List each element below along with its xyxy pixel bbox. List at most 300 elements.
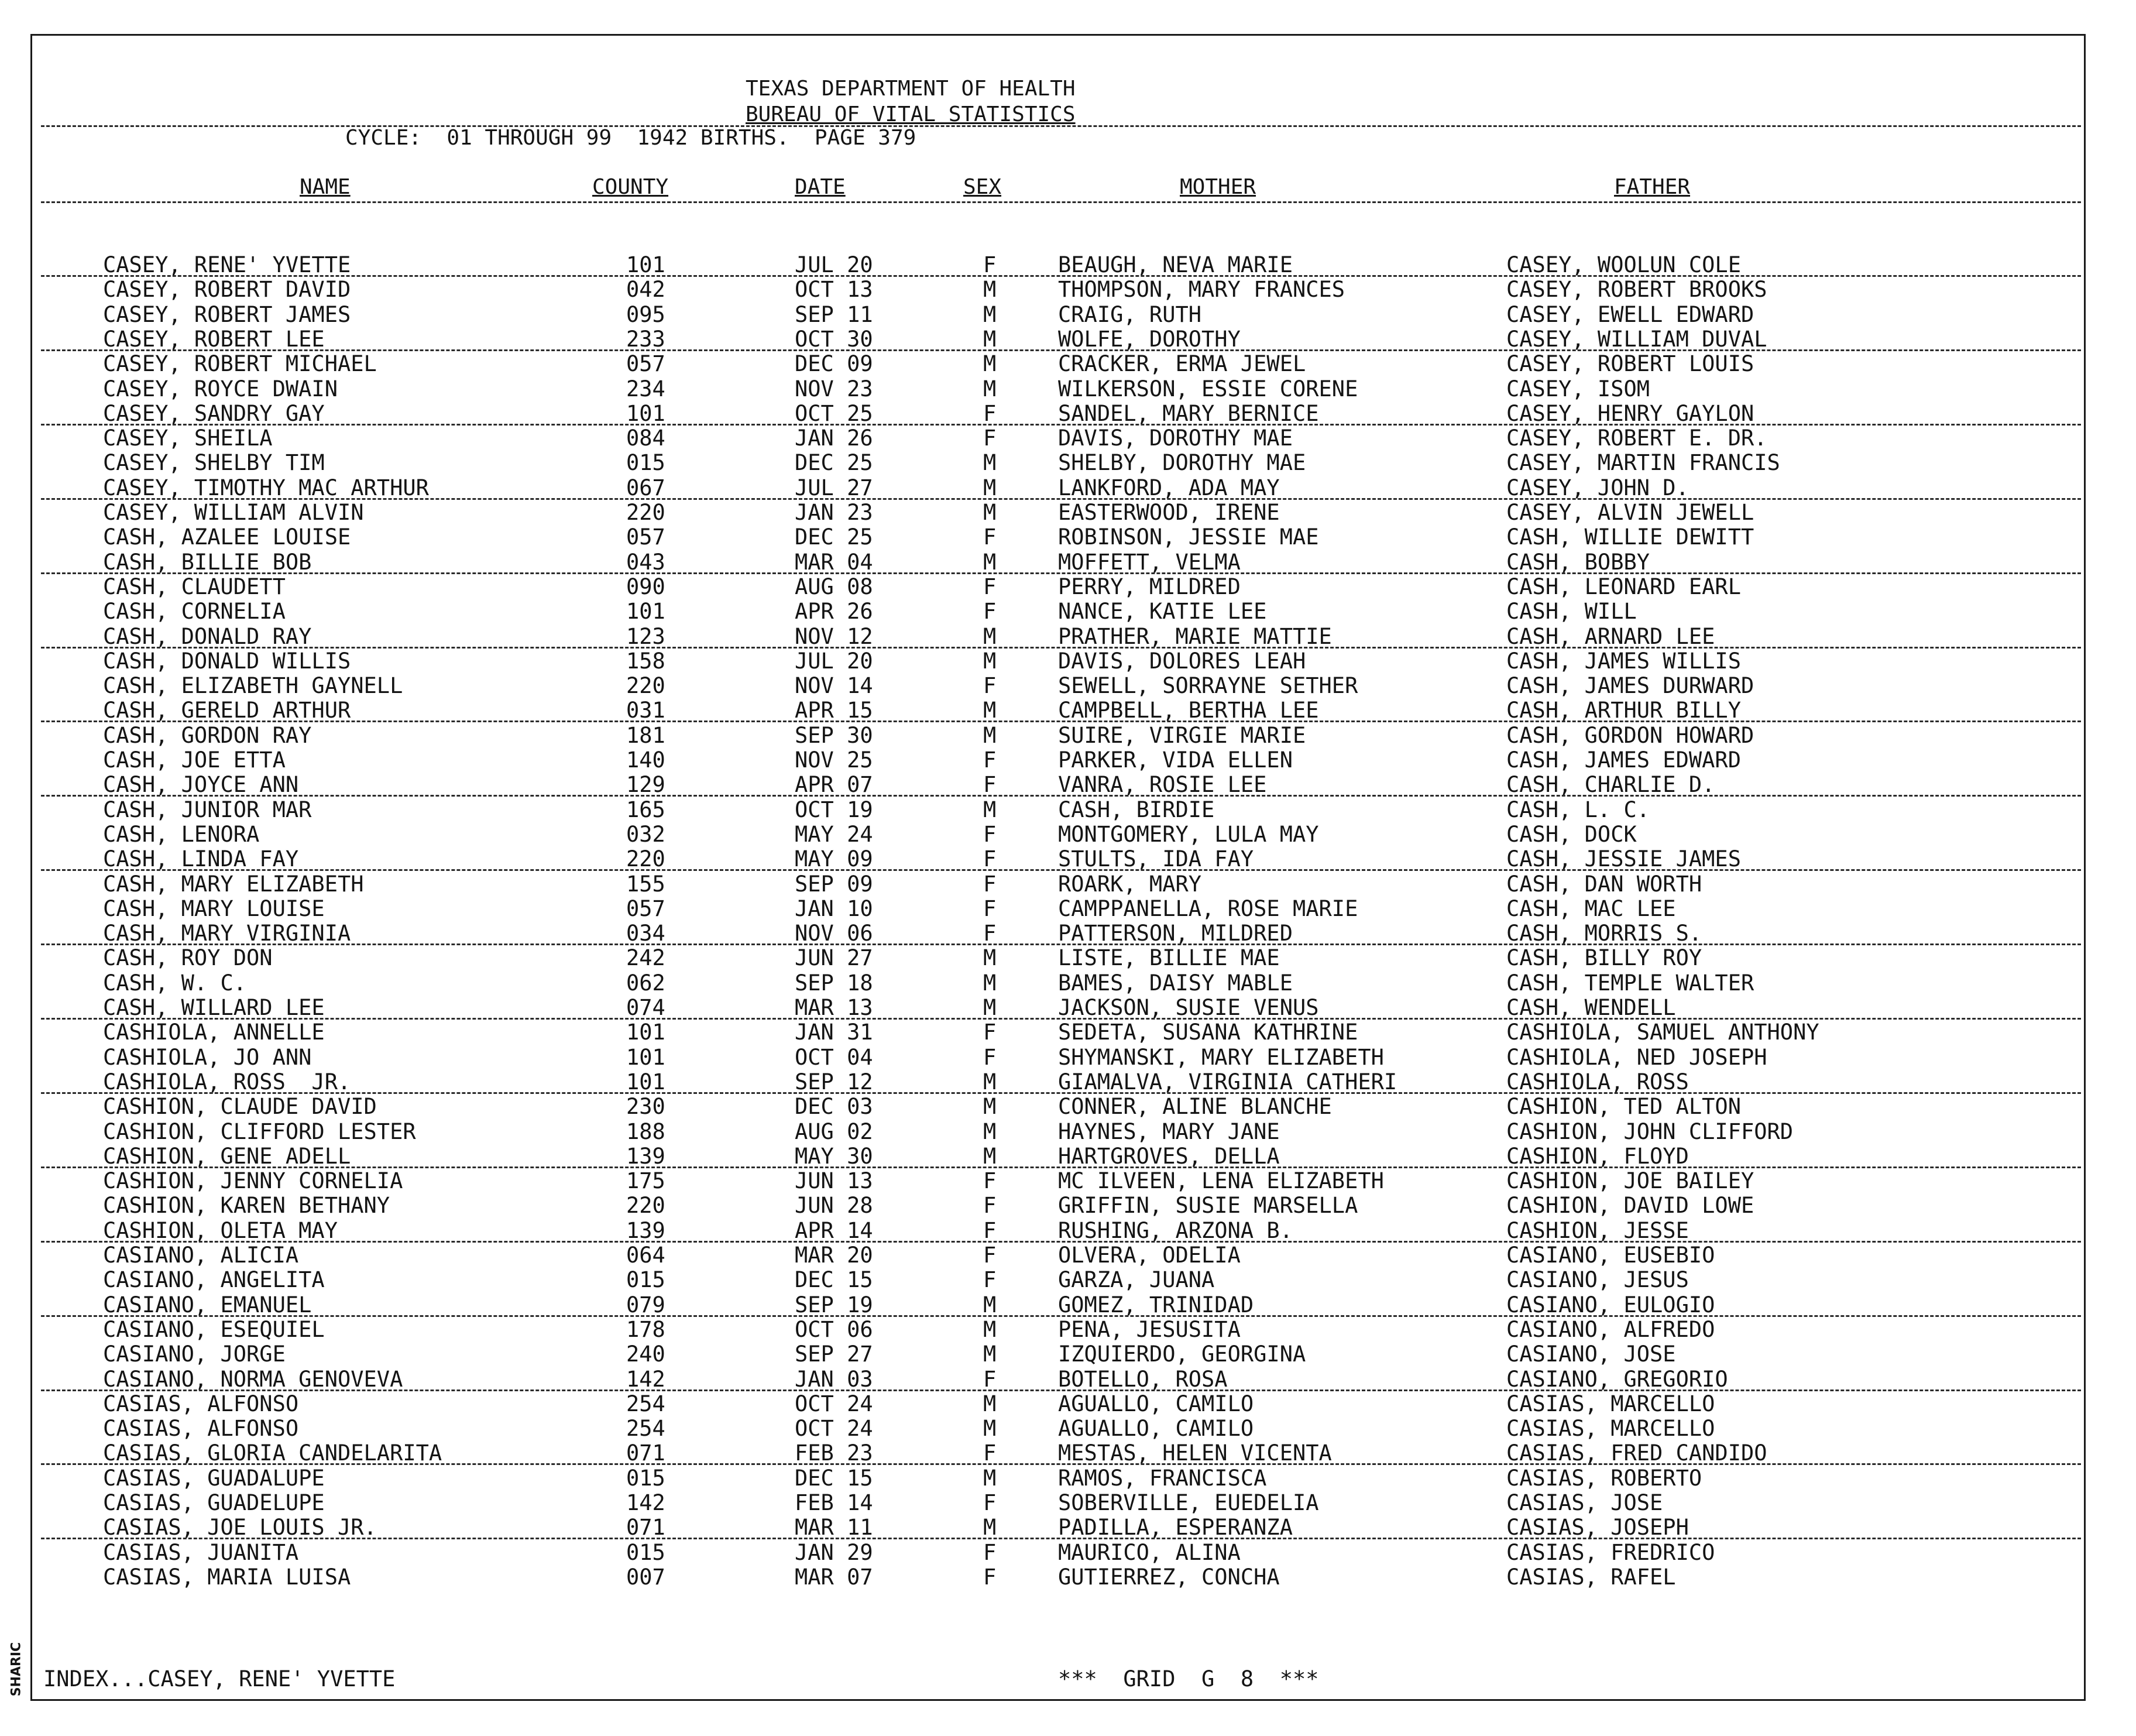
record-date: JUN 13 [795,1168,873,1194]
record-date: MAR 07 [795,1564,873,1590]
record-date: SEP 12 [795,1069,873,1095]
col-head-date: DATE [795,175,846,199]
record-father: CASIANO, GREGORIO [1506,1366,1728,1392]
record-sex: F [983,252,997,277]
record-county: 254 [626,1391,665,1416]
record-sex: M [983,351,997,377]
record-county: 220 [626,846,665,872]
record-county: 188 [626,1119,665,1144]
row-rule [41,572,2081,574]
record-date: AUG 02 [795,1119,873,1144]
record-name: CASIAS, MARIA LUISA [103,1564,351,1590]
record-father: CASH, BILLY ROY [1506,945,1702,971]
record-sex: F [983,921,997,946]
record-mother: SHELBY, DOROTHY MAE [1058,450,1306,476]
record-county: 181 [626,722,665,748]
record-father: CASHIOLA, NED JOSEPH [1506,1044,1767,1070]
record-date: NOV 25 [795,747,873,773]
record-mother: MC ILVEEN, LENA ELIZABETH [1058,1168,1384,1194]
record-mother: PADILLA, ESPERANZA [1058,1515,1293,1541]
record-mother: SHYMANSKI, MARY ELIZABETH [1058,1044,1384,1070]
record-date: OCT 13 [795,277,873,303]
record-row [0,1515,2136,1540]
record-mother: EASTERWOOD, IRENE [1058,500,1280,525]
record-row [0,550,2136,575]
record-county: 178 [626,1316,665,1342]
record-name: CASH, WILLARD LEE [103,995,325,1020]
record-mother: DAVIS, DOROTHY MAE [1058,426,1293,451]
record-father: CASEY, MARTIN FRANCIS [1506,450,1780,476]
record-county: 220 [626,500,665,525]
record-sex: F [983,1490,997,1515]
record-sex: F [983,524,997,550]
record-mother: GOMEZ, TRINIDAD [1058,1292,1254,1318]
record-name: CASH, MARY ELIZABETH [103,871,364,897]
col-head-sex: SEX [963,175,1002,199]
row-rule [41,721,2081,722]
record-father: CASH, JAMES WILLIS [1506,648,1741,674]
record-mother: ROARK, MARY [1058,871,1202,897]
record-date: OCT 30 [795,326,873,352]
record-name: CASHION, OLETA MAY [103,1217,338,1243]
record-row [0,500,2136,525]
record-sex: M [983,301,997,327]
record-county: 242 [626,945,665,971]
record-row [0,1491,2136,1515]
record-mother: BAMES, DAISY MABLE [1058,970,1293,996]
record-sex: F [983,1020,997,1045]
record-name: CASH, JOE ETTA [103,747,286,773]
record-name: CASEY, ROBERT DAVID [103,277,351,303]
record-row [0,327,2136,352]
record-mother: CONNER, ALINE BLANCHE [1058,1094,1332,1120]
record-county: 155 [626,871,665,897]
record-name: CASH, ELIZABETH GAYNELL [103,673,403,699]
record-name: CASIAS, JOE LOUIS JR. [103,1515,377,1541]
record-sex: F [983,574,997,599]
record-sex: M [983,722,997,748]
record-date: JUL 20 [795,252,873,277]
record-mother: ROBINSON, JESSIE MAE [1058,524,1319,550]
record-father: CASH, WILL [1506,599,1637,625]
record-mother: VANRA, ROSIE LEE [1058,772,1267,798]
record-county: 057 [626,524,665,550]
record-name: CASH, MARY LOUISE [103,896,325,921]
record-father: CASIAS, JOSEPH [1506,1515,1689,1541]
record-date: JUL 27 [795,475,873,500]
record-county: 220 [626,1193,665,1219]
record-date: AUG 08 [795,574,873,599]
record-row [0,525,2136,550]
record-row [0,1541,2136,1565]
record-county: 101 [626,252,665,277]
record-row [0,1243,2136,1268]
record-row [0,377,2136,402]
record-county: 175 [626,1168,665,1194]
record-sex: M [983,376,997,402]
record-date: SEP 09 [795,871,873,897]
record-row [0,253,2136,277]
record-row [0,996,2136,1020]
record-county: 254 [626,1416,665,1442]
record-sex: M [983,1391,997,1416]
record-name: CASH, MARY VIRGINIA [103,921,351,946]
record-sex: M [983,970,997,996]
record-county: 015 [626,1465,665,1491]
record-mother: CRACKER, ERMA JEWEL [1058,351,1306,377]
record-row [0,1466,2136,1491]
record-mother: PATTERSON, MILDRED [1058,921,1293,946]
record-name: CASIAS, ALFONSO [103,1416,299,1442]
record-date: DEC 03 [795,1094,873,1120]
record-father: CASH, ARNARD LEE [1506,623,1715,649]
record-county: 042 [626,277,665,303]
row-rule [41,1018,2081,1020]
record-county: 095 [626,301,665,327]
record-mother: HAYNES, MARY JANE [1058,1119,1280,1144]
record-date: MAY 24 [795,821,873,847]
record-name: CASH, GORDON RAY [103,722,312,748]
record-father: CASIANO, ALFREDO [1506,1316,1715,1342]
record-date: SEP 19 [795,1292,873,1318]
record-date: JAN 10 [795,896,873,921]
record-date: JAN 26 [795,426,873,451]
record-row [0,649,2136,674]
col-head-mother: MOTHER [1180,175,1256,199]
record-father: CASH, MAC LEE [1506,896,1676,921]
record-date: MAR 13 [795,995,873,1020]
record-county: 139 [626,1217,665,1243]
record-date: OCT 19 [795,797,873,822]
record-father: CASIAS, MARCELLO [1506,1416,1715,1442]
record-date: DEC 15 [795,1465,873,1491]
record-mother: SANDEL, MARY BERNICE [1058,400,1319,426]
col-head-father: FATHER [1614,175,1691,199]
record-date: JAN 31 [795,1020,873,1045]
record-date: DEC 09 [795,351,873,377]
record-sex: M [983,648,997,674]
record-sex: F [983,821,997,847]
record-sex: F [983,599,997,625]
record-name: CASEY, TIMOTHY MAC ARTHUR [103,475,429,500]
record-row [0,1268,2136,1292]
record-row [0,1144,2136,1169]
record-row [0,1441,2136,1466]
record-row [0,1416,2136,1441]
record-county: 062 [626,970,665,996]
record-row [0,1565,2136,1590]
record-father: CASIAS, RAFEL [1506,1564,1676,1590]
record-date: APR 26 [795,599,873,625]
record-county: 101 [626,400,665,426]
record-row [0,476,2136,500]
record-name: CASEY, SHELBY TIM [103,450,325,476]
record-row [0,971,2136,996]
row-rule [41,1092,2081,1094]
record-county: 234 [626,376,665,402]
record-name: CASEY, WILLIAM ALVIN [103,500,364,525]
record-sex: F [983,846,997,872]
record-county: 142 [626,1490,665,1515]
record-date: NOV 06 [795,921,873,946]
record-father: CASIAS, MARCELLO [1506,1391,1715,1416]
record-mother: THOMPSON, MARY FRANCES [1058,277,1345,303]
record-sex: F [983,400,997,426]
record-sex: M [983,1465,997,1491]
record-father: CASIAS, ROBERTO [1506,1465,1702,1491]
record-mother: RAMOS, FRANCISCA [1058,1465,1267,1491]
side-stamp-text: SHARIC [9,1642,24,1697]
record-row [0,897,2136,921]
record-row [0,773,2136,797]
record-sex: F [983,772,997,798]
record-sex: F [983,1217,997,1243]
record-name: CASIANO, ALICIA [103,1243,299,1268]
row-rule [41,275,2081,277]
record-name: CASH, DONALD WILLIS [103,648,351,674]
row-rule [41,647,2081,649]
record-date: JUN 27 [795,945,873,971]
record-date: MAR 04 [795,549,873,575]
record-mother: GRIFFIN, SUSIE MARSELLA [1058,1193,1358,1219]
record-county: 032 [626,821,665,847]
record-mother: PRATHER, MARIE MATTIE [1058,623,1332,649]
record-row [0,1219,2136,1243]
rule-top [41,125,2081,127]
record-date: DEC 25 [795,450,873,476]
record-father: CASEY, EWELL EDWARD [1506,301,1754,327]
record-mother: CAMPBELL, BERTHA LEE [1058,698,1319,723]
record-name: CASEY, ROBERT MICHAEL [103,351,377,377]
record-date: JUL 20 [795,648,873,674]
record-mother: GARZA, JUANA [1058,1267,1215,1293]
record-sex: M [983,1316,997,1342]
record-mother: AGUALLO, CAMILO [1058,1416,1254,1442]
record-county: 158 [626,648,665,674]
record-row [0,798,2136,822]
record-county: 067 [626,475,665,500]
record-sex: M [983,1119,997,1144]
record-name: CASEY, SANDRY GAY [103,400,325,426]
record-father: CASIANO, EUSEBIO [1506,1243,1715,1268]
side-stamp [2,1640,30,1699]
record-row [0,1367,2136,1392]
record-mother: LISTE, BILLIE MAE [1058,945,1280,971]
record-name: CASH, CLAUDETT [103,574,286,599]
record-date: FEB 23 [795,1440,873,1466]
record-row [0,1020,2136,1045]
col-head-county: COUNTY [592,175,669,199]
record-row [0,352,2136,376]
record-father: CASH, LEONARD EARL [1506,574,1741,599]
record-sex: M [983,1416,997,1442]
record-name: CASHIOLA, ROSS JR. [103,1069,351,1095]
record-father: CASH, CHARLIE D. [1506,772,1715,798]
record-county: 101 [626,1069,665,1095]
row-rule [41,1241,2081,1243]
record-date: SEP 11 [795,301,873,327]
record-county: 034 [626,921,665,946]
record-sex: M [983,1069,997,1095]
record-mother: MAURICO, ALINA [1058,1539,1241,1565]
record-mother: LANKFORD, ADA MAY [1058,475,1280,500]
record-date: OCT 24 [795,1391,873,1416]
record-mother: PARKER, VIDA ELLEN [1058,747,1293,773]
record-father: CASH, L. C. [1506,797,1650,822]
record-father: CASH, BOBBY [1506,549,1650,575]
record-father: CASEY, HENRY GAYLON [1506,400,1754,426]
record-row [0,1318,2136,1342]
record-father: CASH, JESSIE JAMES [1506,846,1741,872]
record-mother: GUTIERREZ, CONCHA [1058,1564,1280,1590]
record-father: CASIANO, EULOGIO [1506,1292,1715,1318]
record-date: APR 15 [795,698,873,723]
row-rule [41,1538,2081,1539]
row-rule [41,349,2081,351]
record-row [0,575,2136,599]
record-father: CASIANO, JESUS [1506,1267,1689,1293]
record-name: CASIANO, EMANUEL [103,1292,312,1318]
record-row [0,946,2136,970]
record-father: CASH, GORDON HOWARD [1506,722,1754,748]
record-date: OCT 06 [795,1316,873,1342]
record-sex: F [983,1440,997,1466]
record-name: CASH, JOYCE ANN [103,772,299,798]
record-sex: F [983,896,997,921]
record-sex: F [983,1168,997,1194]
record-father: CASH, MORRIS S. [1506,921,1702,946]
record-county: 015 [626,450,665,476]
record-date: DEC 25 [795,524,873,550]
record-row [0,1095,2136,1119]
record-date: MAR 20 [795,1243,873,1268]
record-father: CASHIOLA, SAMUEL ANTHONY [1506,1020,1819,1045]
record-date: SEP 30 [795,722,873,748]
record-father: CASIAS, FREDRICO [1506,1539,1715,1565]
record-father: CASIAS, FRED CANDIDO [1506,1440,1767,1466]
record-father: CASH, DOCK [1506,821,1637,847]
record-name: CASIAS, GUADALUPE [103,1465,325,1491]
record-date: APR 07 [795,772,873,798]
record-father: CASHION, JOHN CLIFFORD [1506,1119,1794,1144]
record-county: 057 [626,896,665,921]
record-name: CASH, LENORA [103,821,260,847]
record-row [0,872,2136,897]
record-mother: CAMPPANELLA, ROSE MARIE [1058,896,1358,921]
record-sex: M [983,995,997,1020]
record-sex: F [983,747,997,773]
record-county: 101 [626,599,665,625]
record-sex: F [983,1564,997,1590]
row-rule [41,1463,2081,1465]
record-county: 074 [626,995,665,1020]
record-sex: M [983,1292,997,1318]
record-county: 031 [626,698,665,723]
record-father: CASEY, WILLIAM DUVAL [1506,326,1767,352]
record-sex: M [983,277,997,303]
record-father: CASEY, ROBERT E. DR. [1506,426,1767,451]
record-row [0,303,2136,327]
record-mother: RUSHING, ARZONA B. [1058,1217,1293,1243]
record-father: CASHIOLA, ROSS [1506,1069,1689,1095]
record-county: 015 [626,1539,665,1565]
record-mother: WILKERSON, ESSIE CORENE [1058,376,1358,402]
record-date: SEP 27 [795,1342,873,1367]
record-name: CASH, CORNELIA [103,599,286,625]
record-date: OCT 04 [795,1044,873,1070]
record-mother: PENA, JESUSITA [1058,1316,1241,1342]
record-name: CASHION, KAREN BETHANY [103,1193,390,1219]
record-mother: BOTELLO, ROSA [1058,1366,1228,1392]
record-mother: NANCE, KATIE LEE [1058,599,1267,625]
record-sex: M [983,1094,997,1120]
record-row [0,1392,2136,1416]
record-sex: F [983,871,997,897]
record-name: CASH, AZALEE LOUISE [103,524,351,550]
record-name: CASH, DONALD RAY [103,623,312,649]
record-father: CASEY, ALVIN JEWELL [1506,500,1754,525]
row-rule [41,944,2081,945]
record-row [0,1120,2136,1144]
record-name: CASIAS, GUADELUPE [103,1490,325,1515]
record-county: 064 [626,1243,665,1268]
record-father: CASH, ARTHUR BILLY [1506,698,1741,723]
record-mother: OLVERA, ODELIA [1058,1243,1241,1268]
record-sex: M [983,450,997,476]
record-county: 084 [626,426,665,451]
record-name: CASIAS, ALFONSO [103,1391,299,1416]
col-head-name: NAME [300,175,351,199]
record-date: OCT 24 [795,1416,873,1442]
record-date: NOV 12 [795,623,873,649]
record-date: MAR 11 [795,1515,873,1541]
record-row [0,402,2136,426]
record-sex: M [983,326,997,352]
record-father: CASHION, DAVID LOWE [1506,1193,1754,1219]
record-father: CASHION, TED ALTON [1506,1094,1741,1120]
record-row [0,1045,2136,1070]
row-rule [41,498,2081,500]
record-name: CASH, JUNIOR MAR [103,797,312,822]
record-mother: AGUALLO, CAMILO [1058,1391,1254,1416]
row-rule [41,1167,2081,1168]
record-row [0,847,2136,872]
record-mother: MOFFETT, VELMA [1058,549,1241,575]
record-name: CASEY, ROYCE DWAIN [103,376,338,402]
record-name: CASIAS, GLORIA CANDELARITA [103,1440,442,1466]
record-name: CASEY, ROBERT JAMES [103,301,351,327]
record-name: CASHION, CLIFFORD LESTER [103,1119,416,1144]
record-row [0,674,2136,698]
record-mother: SEDETA, SUSANA KATHRINE [1058,1020,1358,1045]
footer-grid: *** GRID G 8 *** [1058,1666,1319,1692]
record-mother: BEAUGH, NEVA MARIE [1058,252,1293,277]
record-county: 090 [626,574,665,599]
record-name: CASEY, RENE' YVETTE [103,252,351,277]
record-county: 220 [626,673,665,699]
record-date: NOV 23 [795,376,873,402]
record-name: CASH, ROY DON [103,945,273,971]
record-mother: WOLFE, DOROTHY [1058,326,1241,352]
record-father: CASEY, ROBERT BROOKS [1506,277,1767,303]
record-mother: HARTGROVES, DELLA [1058,1143,1280,1169]
record-county: 101 [626,1020,665,1045]
record-county: 240 [626,1342,665,1367]
record-name: CASIANO, ESEQUIEL [103,1316,325,1342]
record-name: CASHIOLA, ANNELLE [103,1020,325,1045]
record-county: 123 [626,623,665,649]
record-sex: M [983,623,997,649]
